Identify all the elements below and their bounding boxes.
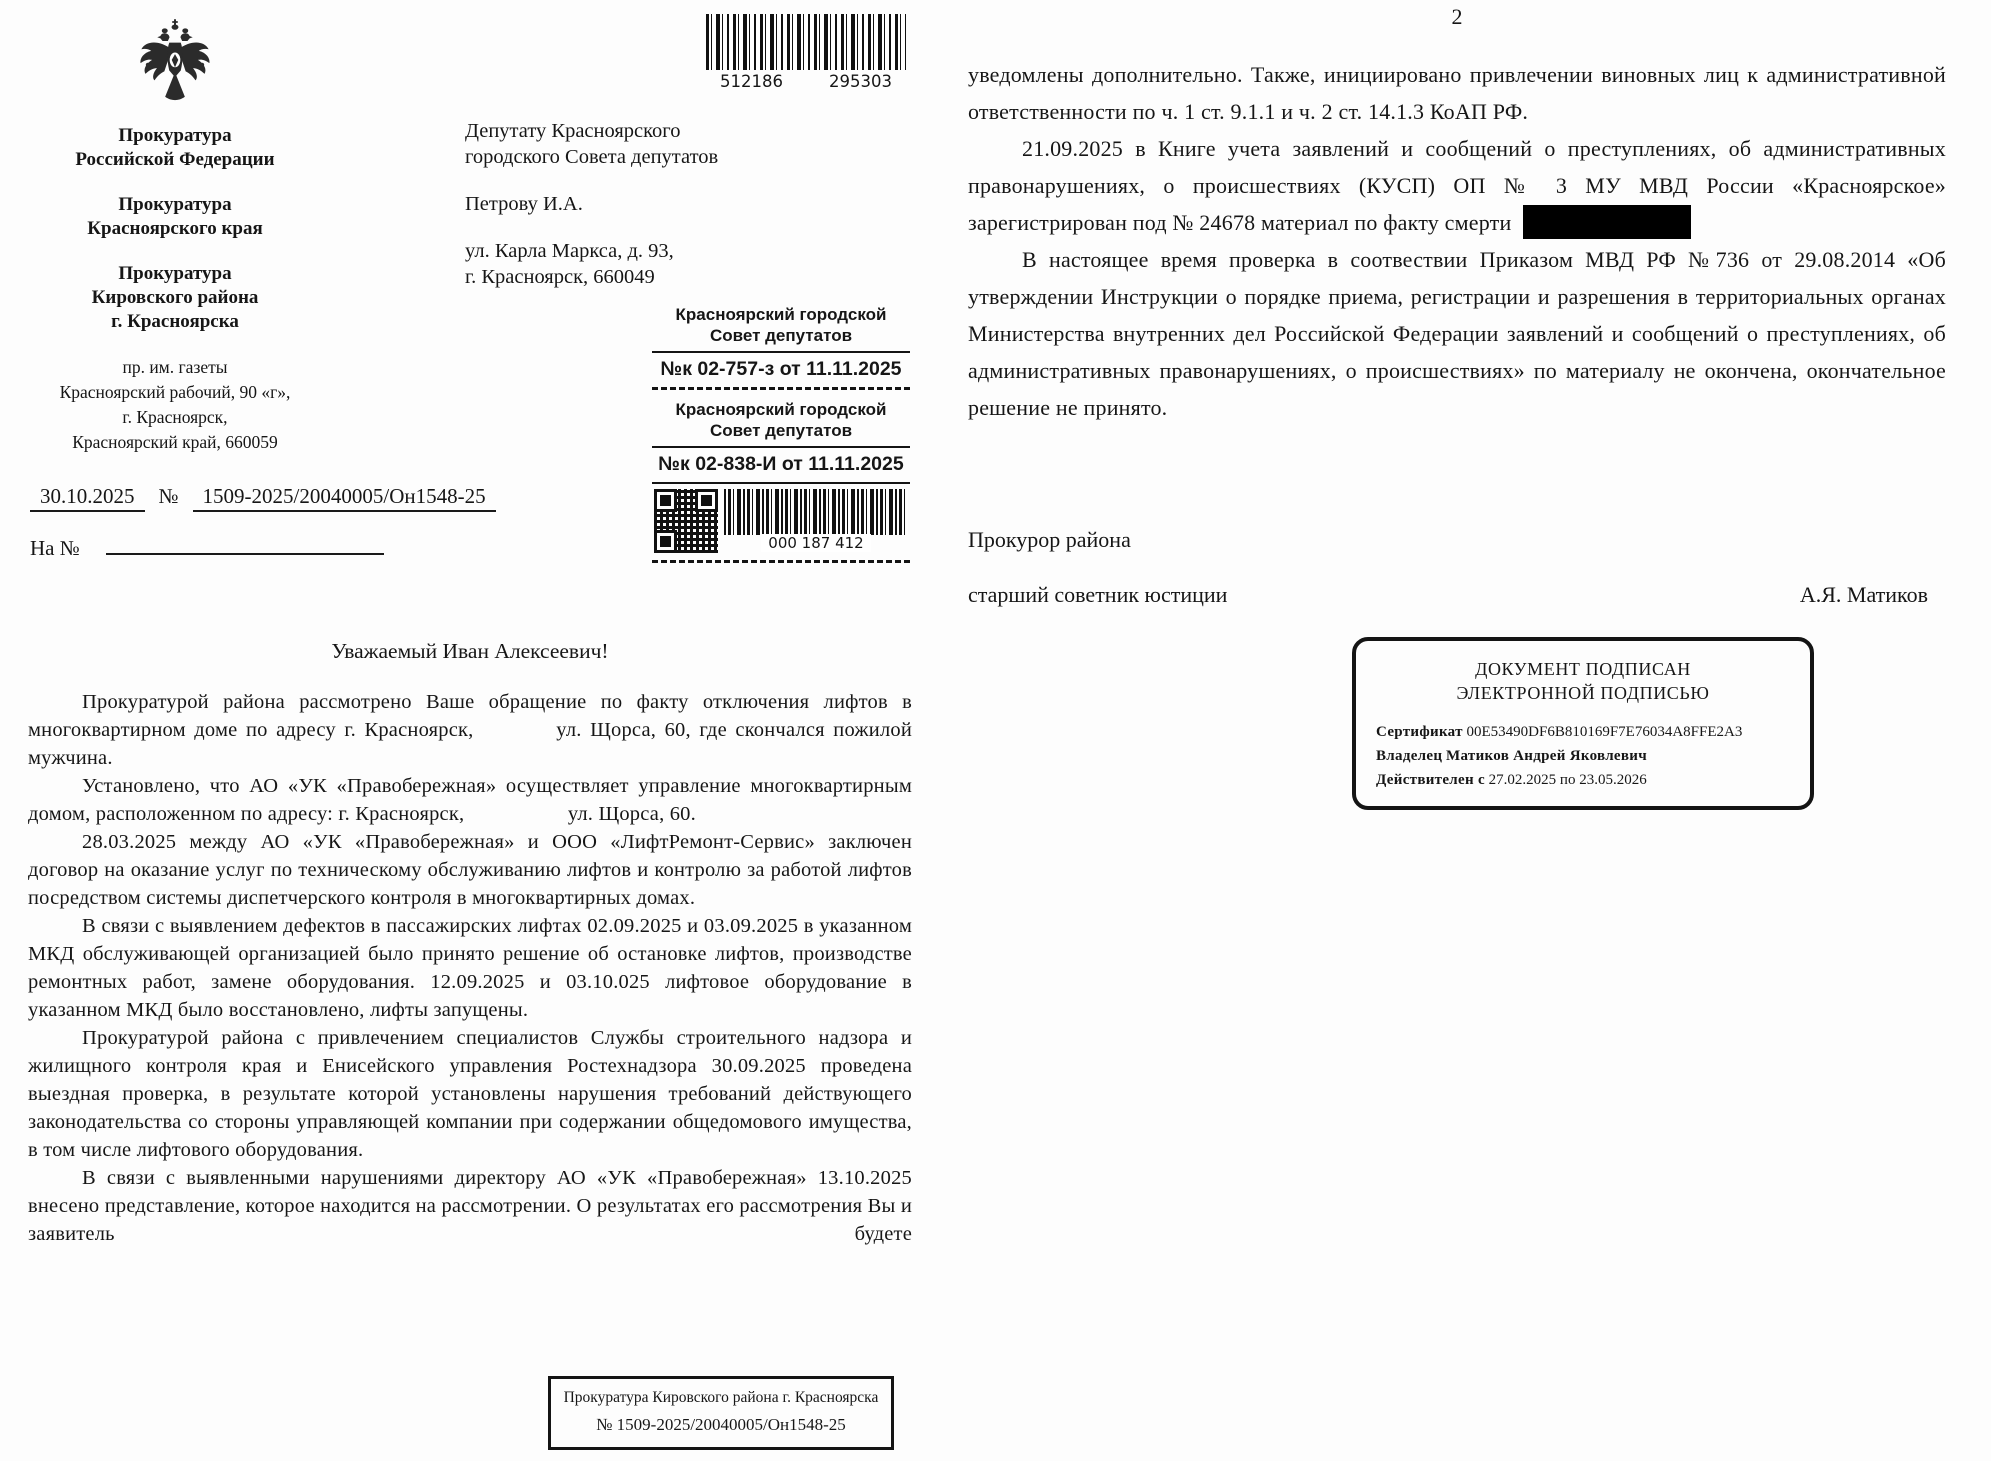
prosecutor-footer-stamp bbox=[548, 1376, 894, 1450]
org-name-district bbox=[30, 262, 320, 334]
stamp-number: №к 02-757-з от 11.11.2025 bbox=[652, 353, 910, 390]
signer-rank: старший советник юстиции bbox=[968, 582, 1228, 607]
letter-number: 1509-2025/20040005/Он1548-25 bbox=[193, 484, 496, 512]
stamp-org-line: Совет депутатов bbox=[709, 421, 853, 440]
paragraph: В настоящее время проверка в соотвествии Приказом МВД РФ №736 от 29.08.2014 «Об утверждении Инструкции о порядке приема, регистрации и разрешения в территориальных органах Министерства внутренних дел Российской Федерации заявлений и сообщений о преступлениях, об административных правонарушениях, о происшествиях» по материалу не окончена, окончательное решение не принято. bbox=[968, 247, 1946, 420]
letter-body-page-2 bbox=[968, 56, 1946, 426]
org-line: Прокуратура bbox=[118, 194, 232, 215]
stamp-org-line: Совет депутатов bbox=[709, 326, 853, 345]
paragraph: Установлено, что АО «УК «Правобережная» осуществляет управление многоквартирным домом, расположенном по адресу: г. Красноярск, ул. Щорса, 60. bbox=[28, 775, 912, 825]
org-line: Кировского района bbox=[91, 287, 259, 308]
barcode-number-right: 295303 bbox=[829, 72, 892, 91]
recipient-name: Петрову И.А. bbox=[465, 193, 583, 215]
redaction-box bbox=[1523, 205, 1691, 239]
esign-details bbox=[1376, 720, 1790, 792]
recipient-address-line: ул. Карла Маркса, д. 93, bbox=[465, 240, 674, 262]
esign-owner-line bbox=[1376, 744, 1790, 768]
esign-title-line: ЭЛЕКТРОННОЙ ПОДПИСЬЮ bbox=[1456, 683, 1710, 703]
letter-body-page-1 bbox=[28, 688, 912, 1248]
reply-to-line bbox=[30, 536, 384, 561]
signer-name: А.Я. Матиков bbox=[1799, 582, 1928, 607]
electronic-signature-stamp bbox=[1352, 637, 1814, 810]
stamp-number: №к 02-838-И от 11.11.2025 bbox=[652, 448, 910, 484]
stamp-org-line: Красноярский городской bbox=[675, 305, 887, 324]
esign-certificate-label: Сертификат bbox=[1376, 724, 1463, 740]
org-address bbox=[30, 355, 320, 455]
russia-coat-of-arms-emblem bbox=[134, 16, 216, 112]
org-name-krai bbox=[30, 193, 320, 241]
org-name-federation bbox=[30, 124, 320, 172]
esign-title bbox=[1376, 657, 1790, 705]
recipient-block bbox=[465, 118, 785, 290]
esign-certificate-value: 00E53490DF6B810169F7E76034A8FFE2A3 bbox=[1466, 724, 1743, 740]
postal-barcode bbox=[706, 14, 906, 91]
number-sign: № bbox=[158, 484, 179, 508]
signer-position: Прокурор района bbox=[968, 527, 1131, 552]
letterhead bbox=[30, 124, 320, 455]
footer-stamp-number: № 1509-2025/20040005/Он1548-25 bbox=[596, 1415, 846, 1434]
esign-certificate-line bbox=[1376, 720, 1790, 744]
salutation: Уважаемый Иван Алексеевич! bbox=[331, 639, 609, 663]
paragraph: Прокуратурой района рассмотрено Ваше обращение по факту отключения лифтов в многоквартирном доме по адресу г. Красноярск, ул. Щорса, 60, где скончался пожилой мужчина. bbox=[28, 691, 912, 769]
reply-to-label: На № bbox=[30, 536, 80, 560]
recipient-line: городского Совета депутатов bbox=[465, 146, 719, 168]
barcode-bars bbox=[706, 14, 906, 70]
paragraph: 28.03.2025 между АО «УК «Правобережная» и ООО «ЛифтРемонт-Сервис» заключен договор на оказание услуг по техническому обслуживанию лифтов и контролю за работой лифтов посредством системы диспетчерского контроля в многоквартирных домах. bbox=[28, 831, 912, 909]
outgoing-reference-line bbox=[30, 484, 496, 509]
paragraph: В связи с выявленными нарушениями директору АО «УК «Правобережная» 13.10.2025 внесено представление, которое находится на рассмотрении. О результатах его рассмотрения Вы и заявитель будете bbox=[28, 1167, 912, 1245]
recipient-address-line: г. Красноярск, 660049 bbox=[465, 266, 655, 288]
org-address-line: пр. им. газеты bbox=[122, 357, 228, 377]
registration-stamp-2 bbox=[652, 399, 910, 563]
registration-stamps bbox=[652, 304, 910, 563]
stamp-dashed-edge bbox=[652, 560, 910, 563]
org-line: г. Красноярска bbox=[111, 311, 239, 332]
org-line: Прокуратура bbox=[118, 125, 232, 146]
letter-date: 30.10.2025 bbox=[30, 484, 145, 512]
org-address-line: Красноярский край, 660059 bbox=[72, 432, 278, 452]
esign-validity-line bbox=[1376, 768, 1790, 792]
barcode-number-left: 512186 bbox=[720, 72, 783, 91]
stamp-org-line: Красноярский городской bbox=[675, 400, 887, 419]
recipient-line: Депутату Красноярского bbox=[465, 120, 681, 142]
esign-validity-label: Действителен с bbox=[1376, 772, 1485, 788]
esign-owner-name: Матиков Андрей Яковлевич bbox=[1446, 748, 1647, 764]
qr-code bbox=[654, 489, 718, 553]
org-address-line: г. Красноярск, bbox=[122, 407, 228, 427]
paragraph bbox=[968, 130, 1946, 241]
org-line: Прокуратура bbox=[118, 263, 232, 284]
paragraph: В связи с выявлением дефектов в пассажирских лифтах 02.09.2025 и 03.09.2025 в указанном МКД обслуживающей организацией было принято решение об остановке лифтов, производстве ремонтных работ, замене оборудования. 12.09.2025 и 03.10.025 лифтовое оборудование в указанном МКД было восстановлено, лифты запущены. bbox=[28, 915, 912, 1021]
registration-stamp-1 bbox=[652, 304, 910, 390]
esign-title-line: ДОКУМЕНТ ПОДПИСАН bbox=[1475, 659, 1691, 679]
signature-block bbox=[968, 527, 1946, 608]
org-line: Красноярского края bbox=[87, 218, 263, 239]
esign-validity-value: 27.02.2025 по 23.05.2026 bbox=[1488, 772, 1647, 788]
org-line: Российской Федерации bbox=[75, 149, 275, 170]
reply-to-blank-line bbox=[106, 537, 384, 555]
stamp-barcode-bars bbox=[724, 489, 908, 535]
paragraph: Прокуратурой района с привлечением специалистов Службы строительного надзора и жилищного контроля края и Енисейского управления Ростехнадзора 30.09.2025 проведена выездная проверка, в результате которой установлены нарушения требований действующего законодательства со стороны управляющей компании при содержании общедомового имущества, в том числе лифтового оборудования. bbox=[28, 1027, 912, 1161]
org-address-line: Красноярский рабочий, 90 «г», bbox=[59, 382, 291, 402]
paragraph: уведомлены дополнительно. Также, инициировано привлечении виновных лиц к административной ответственности по ч. 1 ст. 9.1.1 и ч. 2 ст. 14.1.3 КоАП РФ. bbox=[968, 62, 1946, 124]
esign-owner-label: Владелец bbox=[1376, 748, 1443, 764]
stamp-barcode-number: 000 187 412 bbox=[761, 534, 870, 552]
footer-stamp-org: Прокуратура Кировского района г. Красноярска bbox=[563, 1389, 879, 1406]
paragraph-text: 21.09.2025 в Книге учета заявлений и сообщений о преступлениях, об административных правонарушениях, о происшествиях (КУСП) ОП № 3 МУ МВД России «Красноярское» зарегистрирован под № 24678 материал по факту смерти bbox=[968, 136, 1946, 235]
page-number: 2 bbox=[1451, 4, 1463, 29]
